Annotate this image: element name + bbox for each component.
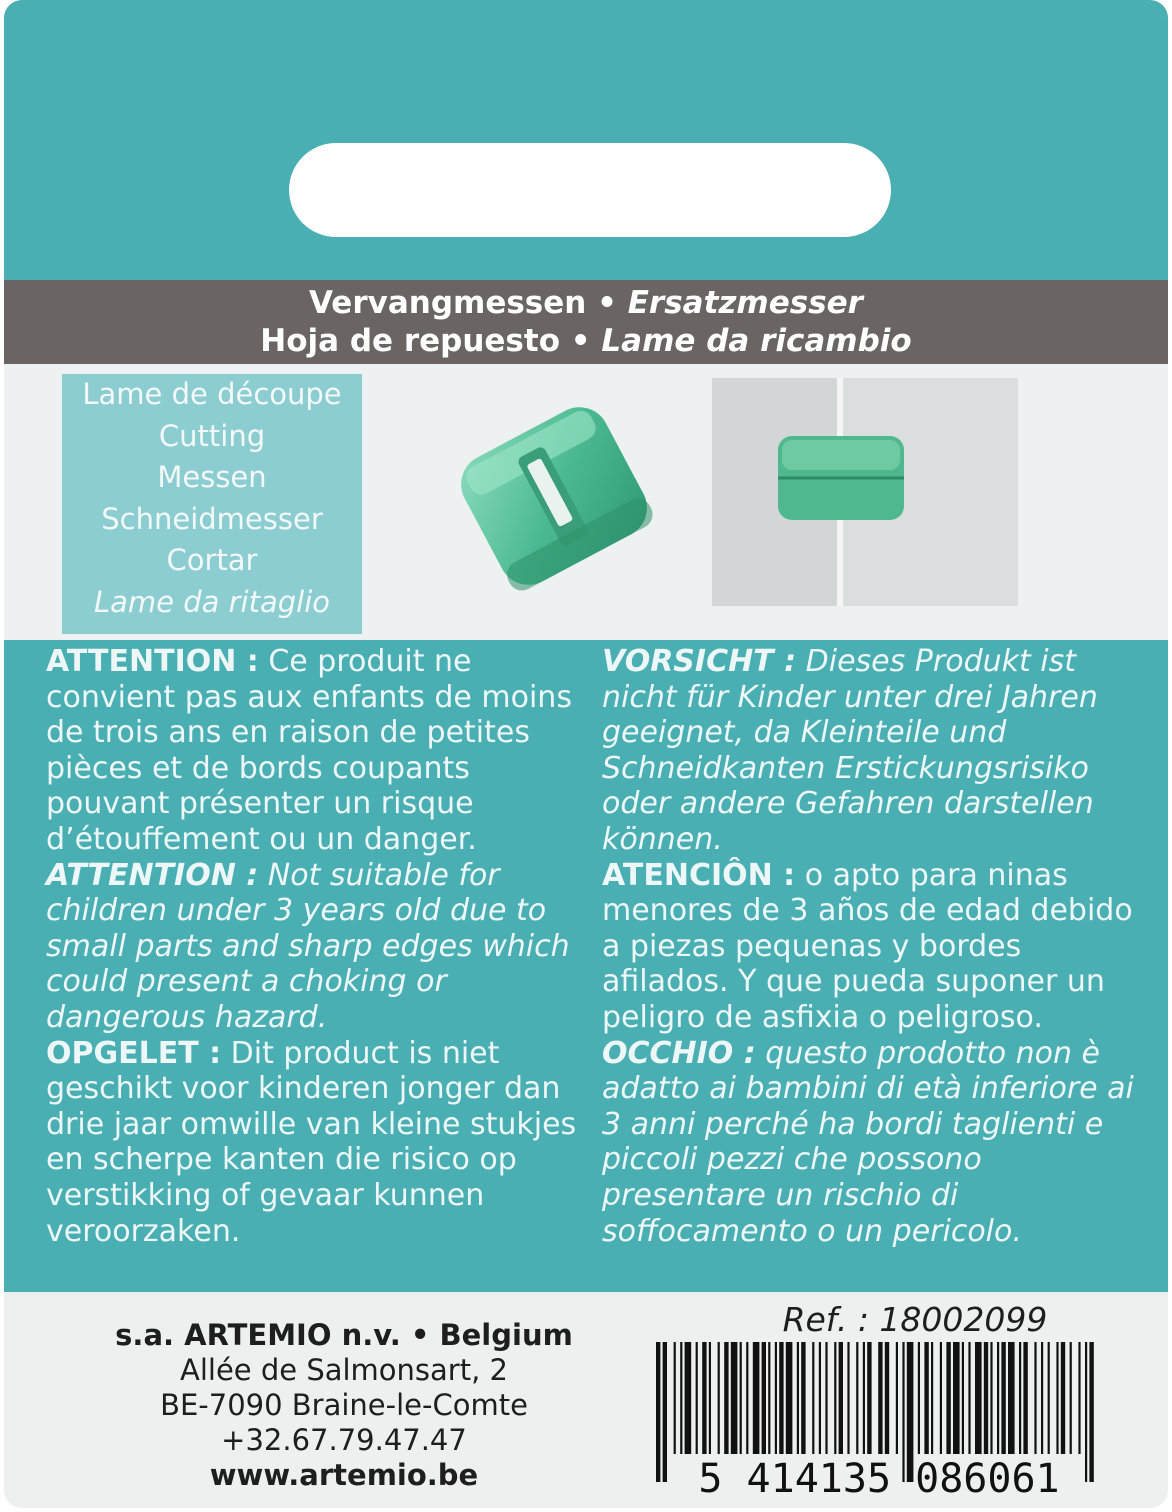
barcode-bar <box>953 1342 960 1454</box>
top-panel <box>4 0 1168 280</box>
barcode-bar <box>1001 1342 1005 1454</box>
warning-de: VORSICHT : Dieses Produkt ist nicht für Kinder unter drei Jahren geeignet, da Kleinteile und Schneidkanten Erstickungsrisiko oder andere Gefahren darstellen können. <box>602 644 1098 857</box>
warnings-panel <box>4 640 1168 1292</box>
barcode-bar <box>940 1342 942 1454</box>
footer-panel <box>4 1292 1168 1508</box>
name-es: Cortar <box>166 543 258 577</box>
warning-nl: OPGELET : Dit product is niet geschikt voor kinderen jonger dan drie jaar omwille van kleine stukjes en scherpe kanten die risico op verstikking of gevaar kunnen veroorzaken. <box>46 1035 577 1249</box>
warning-en: ATTENTION : Not suitable for children under 3 years old due to small parts and sharp edges which could present a choking or dangerous hazard. <box>46 857 570 1035</box>
barcode-bar <box>674 1342 676 1454</box>
barcode-bar <box>918 1342 920 1454</box>
company-website: www.artemio.be <box>209 1458 479 1492</box>
barcode-bar <box>946 1342 950 1454</box>
barcode-bar <box>696 1342 698 1454</box>
company-address <box>64 1318 624 1493</box>
barcode-bar <box>1041 1342 1043 1454</box>
barcode-bar <box>885 1342 889 1454</box>
barcode-bar <box>753 1342 760 1454</box>
title-line-2: Hoja de repuesto • Lame da ricambio <box>260 323 912 359</box>
usage-photo <box>712 378 1018 606</box>
name-nl: Messen <box>157 460 267 494</box>
name-de: Schneidmesser <box>101 501 323 536</box>
barcode-bar <box>990 1342 992 1454</box>
barcode-bar <box>839 1342 843 1454</box>
barcode-bar <box>775 1342 777 1454</box>
barcode-bar <box>663 1342 667 1482</box>
barcode-bar <box>731 1342 738 1454</box>
barcode-bar <box>762 1342 766 1454</box>
barcode-bar <box>702 1342 706 1454</box>
product-area <box>4 364 1168 640</box>
title-line-1: Vervangmessen • Ersatzmesser <box>309 285 863 321</box>
barcode-bar <box>801 1342 805 1454</box>
blade-photo <box>444 386 654 596</box>
barcode-bar <box>1019 1342 1021 1454</box>
barcode-digits: 5 414135 086061 <box>698 1456 1060 1500</box>
barcode-bar <box>984 1342 988 1454</box>
company-phone: +32.67.79.47.47 <box>221 1423 467 1457</box>
barcode-bar <box>740 1342 742 1454</box>
company-name: s.a. ARTEMIO n.v. • Belgium <box>115 1318 573 1352</box>
barcode-bar <box>779 1342 783 1454</box>
product-ref: Ref. : 18002099 <box>782 1300 1048 1339</box>
warning-fr: ATTENTION : Ce produit ne convient pas aux enfants de moins de trois ans en raison de petites pièces et de bords coupants pouvant présenter un risque d’étouffement ou un danger. <box>46 644 572 857</box>
barcode-bar <box>863 1342 865 1454</box>
barcode-bar <box>1056 1342 1058 1454</box>
package-card <box>4 0 1168 1508</box>
warnings-right-column <box>602 644 1152 1249</box>
barcode-bar <box>1078 1342 1080 1454</box>
barcode-bar <box>709 1342 711 1454</box>
barcode-bar <box>819 1342 821 1454</box>
barcode-bar <box>1034 1342 1036 1454</box>
barcode-bar <box>1023 1342 1027 1454</box>
barcode-bar <box>856 1342 858 1454</box>
barcode-bar <box>924 1342 928 1454</box>
warning-es: ATENCIÔN : o apto para ninas menores de 3 años de edad debido a piezas pequenas y bordes afilados. Y que pueda suponer un peligro de asfixia o peligroso. <box>602 857 1133 1035</box>
barcode-bar <box>685 1342 692 1454</box>
barcode-bar <box>878 1342 882 1454</box>
barcode-bar <box>968 1342 970 1454</box>
hang-hole <box>289 143 891 237</box>
barcode-bar <box>1070 1342 1072 1454</box>
barcode-bar <box>1008 1342 1015 1454</box>
barcode-bar <box>834 1342 836 1454</box>
barcode-bar <box>1048 1342 1050 1454</box>
barcode-bar <box>997 1342 999 1454</box>
barcode-bar <box>812 1342 814 1454</box>
barcode-bar <box>746 1342 748 1454</box>
company-street: Allée de Salmonsart, 2 <box>180 1353 508 1387</box>
barcode-bar <box>962 1342 964 1454</box>
barcode-bar <box>1089 1342 1093 1482</box>
name-fr: Lame de découpe <box>82 377 342 411</box>
barcode-bar <box>847 1342 849 1454</box>
barcode-bar <box>975 1342 982 1454</box>
company-city: BE-7090 Braine-le-Comte <box>160 1388 528 1422</box>
product-names-box <box>62 374 362 634</box>
barcode-bar <box>656 1342 660 1482</box>
barcode-bar <box>867 1342 871 1454</box>
warning-it: OCCHIO : questo prodotto non è adatto ai bambini di età inferiore ai 3 anni perché ha bordi taglienti e piccoli pezzi che possono presentare un rischio di soffocamento o un pericolo. <box>602 1035 1134 1249</box>
barcode-bar <box>718 1342 720 1454</box>
barcode-bar <box>825 1342 827 1454</box>
barcode-bar <box>896 1342 898 1454</box>
barcode <box>644 1342 1114 1500</box>
barcode-bar <box>768 1342 770 1454</box>
barcode-bar <box>724 1342 728 1454</box>
barcode-bar <box>1061 1342 1065 1454</box>
barcode-bar <box>680 1342 682 1454</box>
barcode-bar <box>786 1342 793 1454</box>
name-en: Cutting <box>158 418 266 453</box>
barcode-bar <box>797 1342 799 1454</box>
warnings-left-column <box>46 644 594 1249</box>
product-title-band <box>4 280 1168 364</box>
name-it: Lame da ritaglio <box>93 584 331 619</box>
barcode-bar <box>1085 1342 1087 1482</box>
barcode-bar <box>931 1342 933 1454</box>
